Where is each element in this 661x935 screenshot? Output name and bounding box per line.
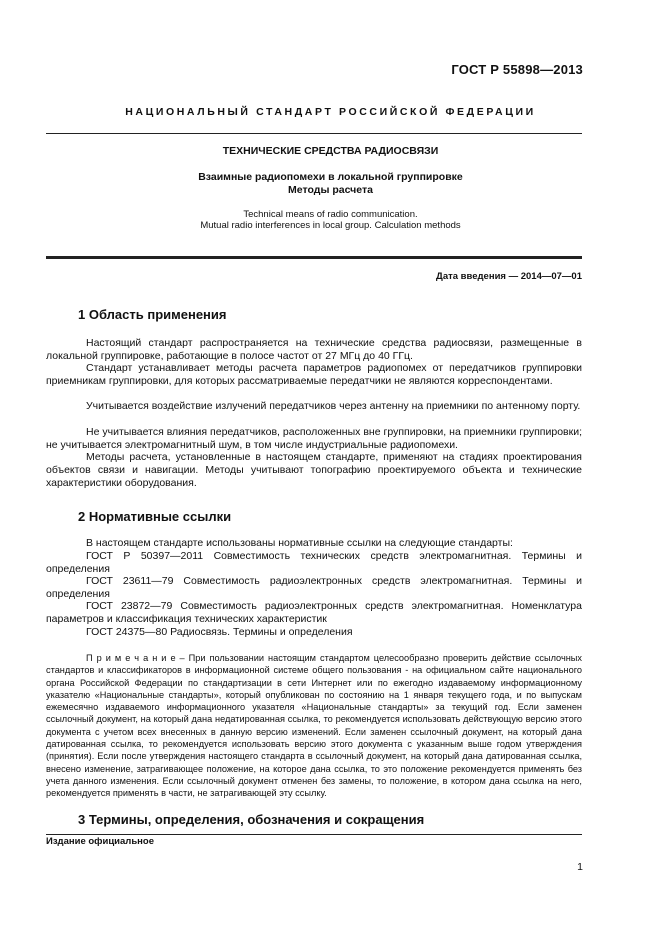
section-heading-scope: 1 Область применения (78, 307, 227, 322)
references-note: П р и м е ч а н и е – При пользовании настоящим стандартом целесообразно проверить действие ссылочных стандартов и классификаторов в информационной системе общего пользования - на официальном сайте национального органа Российской Федерации по стандартизации в сети Интернет или по ежегодно издаваемому информационному указателю «Национальные стандарты», который опубликован по состоянию на 1 января текущего года, и по выпускам ежемесячно издаваемого информационного указателя «Национальные стандарты» за текущий год. Если заменен ссылочный документ, на который дана недатированная ссылка, то рекомендуется использовать действующую версию этого документа с учетом всех внесенных в данную версию изменений. Если заменен ссылочный документ, на который дана датированная ссылка, то рекомендуется использовать версию этого документа с указанным выше годом утверждения (принятия). Если после утверждения настоящего стандарта в ссылочный документ, на который дана датированная ссылка, внесено изменение, затрагивающее положение, на которое дана ссылка, то это положение рекомендуется применять без учета данного изменения. Если ссылочный документ отменен без замены, то положение, в котором дана ссылка на него, рекомендуется применять в части, не затрагивающей эту ссылку. (46, 653, 582, 799)
document-title: ТЕХНИЧЕСКИЕ СРЕДСТВА РАДИОСВЯЗИ (222, 145, 439, 157)
reference-item: ГОСТ 23611—79 Совместимость радиоэлектронных средств электромагнитная. Термины и определения (46, 575, 582, 600)
page-number: 1 (577, 861, 583, 873)
reference-item: ГОСТ Р 50397—2011 Совместимость технических средств электромагнитная. Термины и определения (46, 550, 582, 575)
national-standard-caption: НАЦИОНАЛЬНЫЙ СТАНДАРТ РОССИЙСКОЙ ФЕДЕРАЦИИ (125, 106, 536, 118)
scope-paragraph: Настоящий стандарт распространяется на технические средства радиосвязи, размещенные в локальной группировке, работающие в полосе частот от 27 МГц до 40 ГГц. (46, 337, 582, 362)
scope-paragraph: Учитывается воздействие излучений передатчиков через антенну на приемники по антенному порту. (86, 400, 581, 412)
scope-paragraph: Стандарт устанавливает методы расчета параметров радиопомех от передатчиков группировки приемникам группировки, для которых рассматриваемые передатчики не являются корреспондентами. (46, 362, 582, 387)
scope-paragraph: Не учитывается влияния передатчиков, расположенных вне группировки, на приемники группировки; не учитывается электромагнитный шум, в том числе индустриальные радиопомехи. (46, 426, 582, 451)
reference-item: ГОСТ 24375—80 Радиосвязь. Термины и определения (86, 626, 353, 638)
references-intro: В настоящем стандарте использованы нормативные ссылки на следующие стандарты: (86, 537, 513, 549)
english-title-line2: Mutual radio interferences in local group. Calculation methods (200, 220, 461, 231)
scope-paragraph: Методы расчета, установленные в настоящем стандарте, применяют на стадиях проектирования объектов связи и навигации. Методы учитывают топографию проектируемого объекта и технические характеристики оборудования. (46, 451, 582, 489)
divider-top (46, 133, 582, 134)
introduction-date: Дата введения — 2014—07—01 (436, 271, 582, 282)
document-subtitle-line1: Взаимные радиопомехи в локальной группировке (198, 171, 463, 183)
standard-id: ГОСТ Р 55898—2013 (451, 62, 583, 77)
reference-item: ГОСТ 23872—79 Совместимость радиоэлектронных средств электромагнитная. Номенклатура параметров и классификация технических характеристик (46, 600, 582, 625)
section-heading-references: 2 Нормативные ссылки (78, 509, 232, 524)
document-subtitle-line2: Методы расчета (288, 184, 373, 196)
divider-thick (46, 256, 582, 259)
section-heading-terms: 3 Термины, определения, обозначения и сокращения (78, 812, 425, 827)
footer-divider (46, 834, 582, 835)
edition-label: Издание официальное (46, 836, 154, 847)
english-title-line1: Technical means of radio communication. (243, 209, 418, 220)
